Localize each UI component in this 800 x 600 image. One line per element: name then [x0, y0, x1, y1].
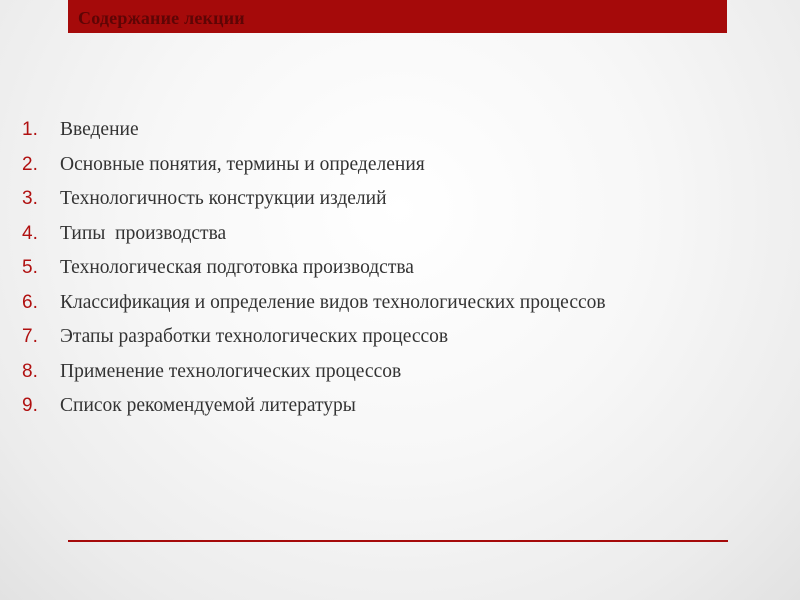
slide-title: Содержание лекции [78, 8, 245, 28]
item-text: Основные понятия, термины и определения [60, 153, 425, 175]
item-number: 7. [22, 326, 38, 348]
item-text: Классификация и определение видов технологических процессов [60, 291, 606, 313]
title-bar [68, 0, 727, 33]
list-item [22, 251, 606, 286]
item-number: 5. [22, 257, 38, 279]
item-number: 1. [22, 119, 38, 141]
list-item [22, 148, 606, 183]
item-text: Список рекомендуемой литературы [60, 395, 356, 417]
item-text: Введение [60, 119, 139, 141]
list-item [22, 389, 606, 424]
list-item [22, 286, 606, 321]
item-number: 8. [22, 360, 38, 382]
list-item [22, 320, 606, 355]
item-number: 9. [22, 395, 38, 417]
list-item [22, 217, 606, 252]
list-item [22, 113, 606, 148]
item-text: Технологичность конструкции изделий [60, 188, 387, 210]
item-number: 4. [22, 222, 38, 244]
item-number: 3. [22, 188, 38, 210]
item-number: 6. [22, 291, 38, 313]
bottom-divider [68, 540, 728, 542]
item-text: Типы производства [60, 222, 227, 244]
contents-list [22, 113, 606, 424]
item-text: Технологическая подготовка производства [60, 257, 414, 279]
list-item [22, 355, 606, 390]
item-text: Применение технологических процессов [60, 360, 402, 382]
list-item [22, 182, 606, 217]
item-number: 2. [22, 153, 38, 175]
item-text: Этапы разработки технологических процессов [60, 326, 449, 348]
